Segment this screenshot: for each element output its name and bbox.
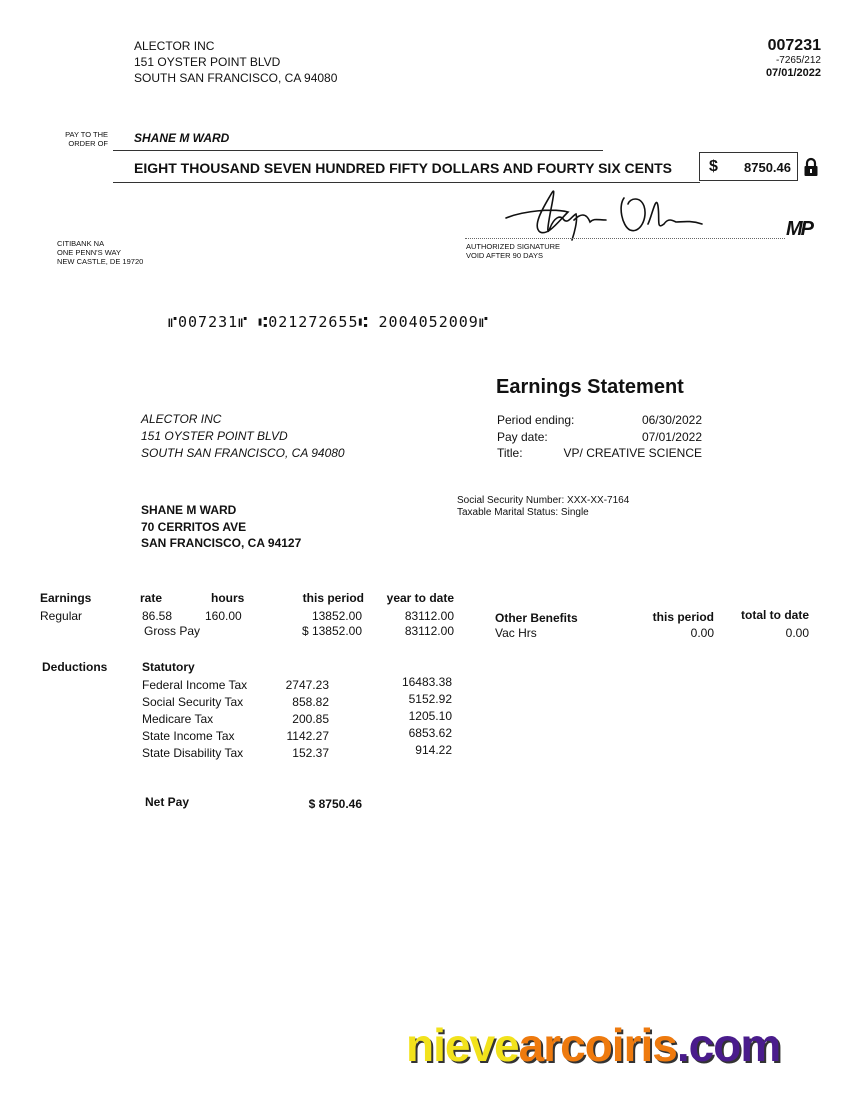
signature-image [498,186,718,242]
benefits-header-total: total to date [741,608,809,622]
employer-name: ALECTOR INC [141,412,222,426]
payee-underline [113,150,603,151]
period-ending-row [497,412,702,429]
deductions-section-label: Deductions [42,660,108,674]
payer-address-line2: SOUTH SAN FRANCISCO, CA 94080 [134,71,338,85]
statement-info [497,412,702,462]
earnings-header-this-period: this period [302,591,364,605]
earnings-row-ytd: 83112.00 [404,609,454,623]
watermark-logo [406,1018,780,1072]
bank-address-line1: ONE PENN'S WAY [57,248,121,257]
check-date: 07/01/2022 [765,67,821,79]
bank-address [57,239,143,266]
deduction-this-period: 2747.23 [285,678,329,692]
routing-fraction: -7265/212 [775,55,821,66]
pay-date-label: Pay date: [497,429,548,444]
authorized-signature-label: AUTHORIZED SIGNATURE [466,242,561,251]
employer-address-line1: 151 OYSTER POINT BLVD [141,429,288,443]
deduction-this-period: 200.85 [292,712,329,726]
deduction-ytd: 1205.10 [408,709,452,723]
benefits-row-total: 0.00 [785,626,809,640]
benefits-section-label: Other Benefits [495,611,578,625]
deduction-label: State Disability Tax [142,746,244,760]
period-ending-value: 06/30/2022 [641,413,702,427]
gross-pay-this-period: $ 13852.00 [301,624,362,638]
earnings-header-rate: rate [140,591,163,605]
deduction-label: State Income Tax [142,729,235,743]
statement-title: Earnings Statement [496,376,684,398]
micr-line: ⑈007231⑈ ⑆021272655⑆ 2004052009⑈ [168,313,489,331]
deduction-ytd: 16483.38 [401,675,452,689]
earnings-header-hours: hours [211,591,245,605]
job-title-label: Title: [497,446,523,460]
earnings-row-rate: 86.58 [142,609,173,623]
employee-address [141,502,301,552]
pay-to-label-line2: ORDER OF [68,139,108,148]
benefits-row-this-period: 0.00 [690,626,714,640]
watermark-part2: arcoiris [518,1019,677,1071]
employee-address-line2: SAN FRANCISCO, CA 94127 [141,536,302,550]
currency-symbol: $ [709,158,718,175]
mp-security-mark: MP [786,218,812,240]
earnings-row-label: Regular [40,609,83,623]
earnings-row-this-period: 13852.00 [311,609,362,623]
bank-address-line2: NEW CASTLE, DE 19720 [57,257,144,266]
pay-date-row [497,429,702,446]
deductions-group-label: Statutory [142,660,195,674]
check-number: 007231 [767,37,821,54]
bank-name: CITIBANK NA [57,239,105,248]
watermark-part1: nieve [406,1019,519,1071]
deduction-label: Medicare Tax [142,712,214,726]
ssn-line: Social Security Number: XXX-XX-7164 [457,495,630,506]
watermark-part3: .com [676,1019,781,1071]
payee-name: SHANE M WARD [134,131,230,145]
earnings-row-hours: 160.00 [205,609,242,623]
period-ending-label: Period ending: [497,413,575,427]
gross-pay-label: Gross Pay [144,624,201,638]
tax-info [457,495,629,519]
employee-name: SHANE M WARD [141,503,237,517]
job-title-value: VP/ CREATIVE SCIENCE [563,446,702,460]
earnings-section-label: Earnings [40,591,92,605]
pay-to-label [40,130,108,148]
payer-address [134,38,337,86]
signature-line [465,238,785,239]
net-pay-value: $ 8750.46 [308,797,362,811]
benefits-row-label: Vac Hrs [495,626,537,640]
employer-address [141,411,345,462]
deduction-ytd: 5152.92 [408,692,452,706]
deduction-label: Federal Income Tax [142,678,248,692]
earnings-header-ytd: year to date [386,591,454,605]
check-amount: 8750.46 [744,160,791,175]
deduction-ytd: 6853.62 [408,726,452,740]
amount-box [699,152,798,181]
check-info [766,37,821,80]
lock-icon [803,157,819,177]
amount-words-underline [113,182,700,183]
employer-address-line2: SOUTH SAN FRANCISCO, CA 94080 [141,446,345,460]
job-title-row [497,445,702,462]
pay-to-label-line1: PAY TO THE [65,130,108,139]
pay-date-value: 07/01/2022 [641,429,702,444]
employee-address-line1: 70 CERRITOS AVE [141,519,247,534]
deduction-this-period: 1142.27 [286,729,329,743]
payer-name: ALECTOR INC [134,39,215,53]
benefits-header-this-period: this period [652,610,714,624]
payer-address-line1: 151 OYSTER POINT BLVD [134,55,281,69]
amount-in-words: EIGHT THOUSAND SEVEN HUNDRED FIFTY DOLLARS AND FOURTY SIX CENTS [134,160,672,176]
deduction-this-period: 858.82 [292,695,329,709]
void-notice: VOID AFTER 90 DAYS [466,251,543,260]
net-pay-label: Net Pay [145,795,190,809]
signature-labels [466,242,560,260]
deduction-this-period: 152.37 [292,746,329,760]
marital-status-line: Taxable Marital Status: Single [457,507,589,518]
deduction-ytd: 914.22 [415,743,452,757]
gross-pay-ytd: 83112.00 [404,624,454,638]
deduction-label: Social Security Tax [142,695,244,709]
